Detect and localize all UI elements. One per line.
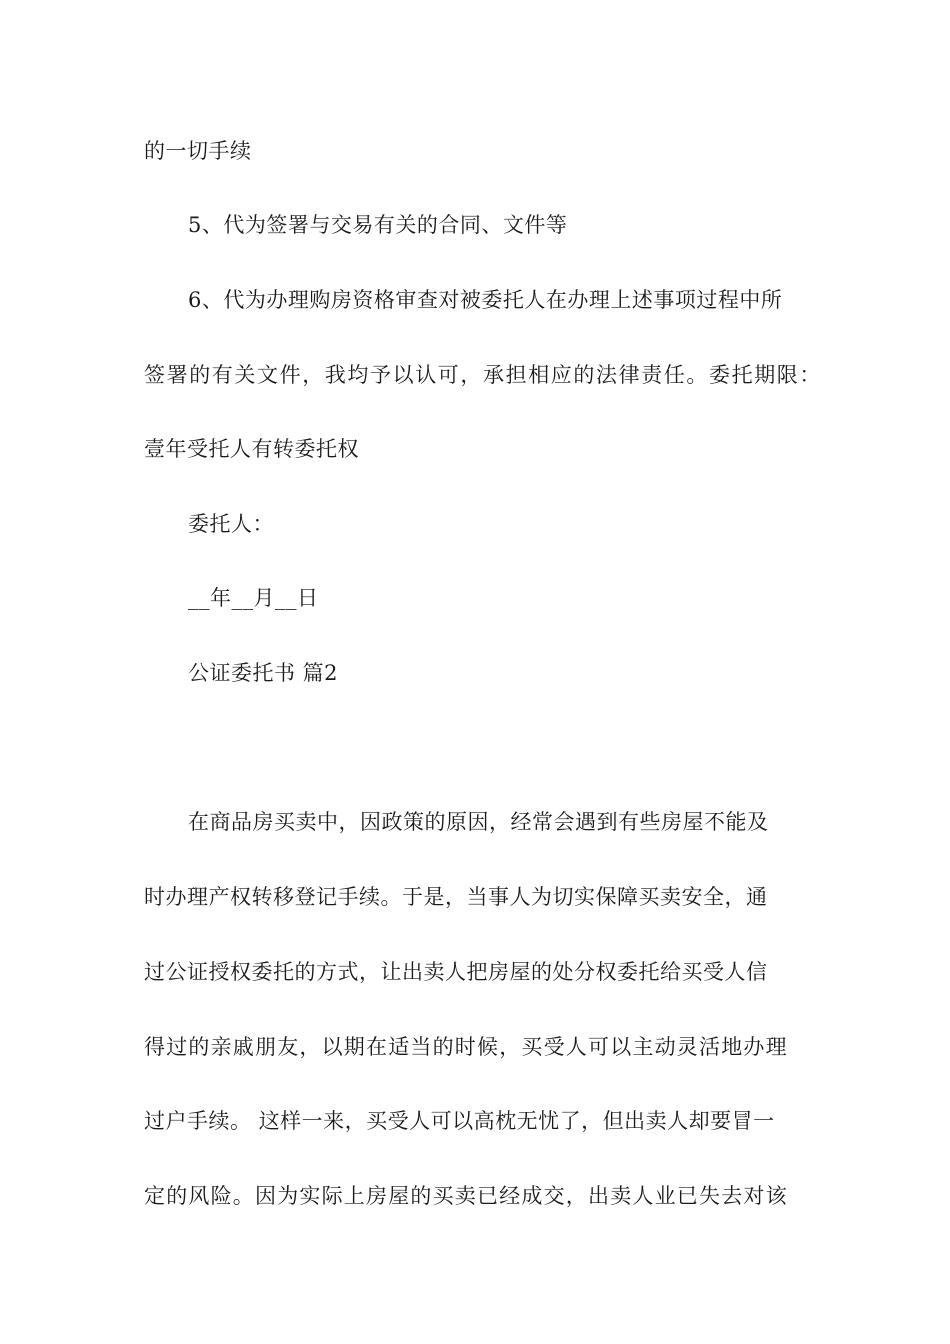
paragraph-line: 时办理产权转移登记手续。于是，当事人为切实保障买卖安全，通 bbox=[144, 885, 768, 909]
paragraph-line: 过户手续。 这样一来，买受人可以高枕无忧了，但出卖人却要冒一 bbox=[144, 1109, 775, 1133]
section-heading: 公证委托书 篇2 bbox=[188, 661, 339, 685]
paragraph-line: 在商品房买卖中，因政策的原因，经常会遇到有些房屋不能及 bbox=[188, 810, 769, 834]
paragraph-line: 6、代为办理购房资格审查对被委托人在办理上述事项过程中所 bbox=[188, 288, 783, 312]
paragraph-line: 签署的有关文件，我均予以认可，承担相应的法律责任。委托期限： bbox=[144, 363, 822, 387]
date-line: __年__月__日 bbox=[188, 586, 319, 610]
paragraph-line: 的一切手续 bbox=[144, 139, 252, 163]
paragraph-line: 得过的亲戚朋友，以期在适当的时候，买受人可以主动灵活地办理 bbox=[144, 1035, 788, 1059]
paragraph-line: 壹年受托人有转委托权 bbox=[144, 437, 359, 461]
paragraph-line: 5、代为签署与交易有关的合同、文件等 bbox=[188, 213, 568, 237]
paragraph-line: 过公证授权委托的方式，让出卖人把房屋的处分权委托给买受人信 bbox=[144, 960, 768, 984]
signature-label: 委托人： bbox=[188, 512, 274, 536]
paragraph-line: 定的风险。因为实际上房屋的买卖已经成交，出卖人业已失去对该 bbox=[144, 1184, 788, 1208]
